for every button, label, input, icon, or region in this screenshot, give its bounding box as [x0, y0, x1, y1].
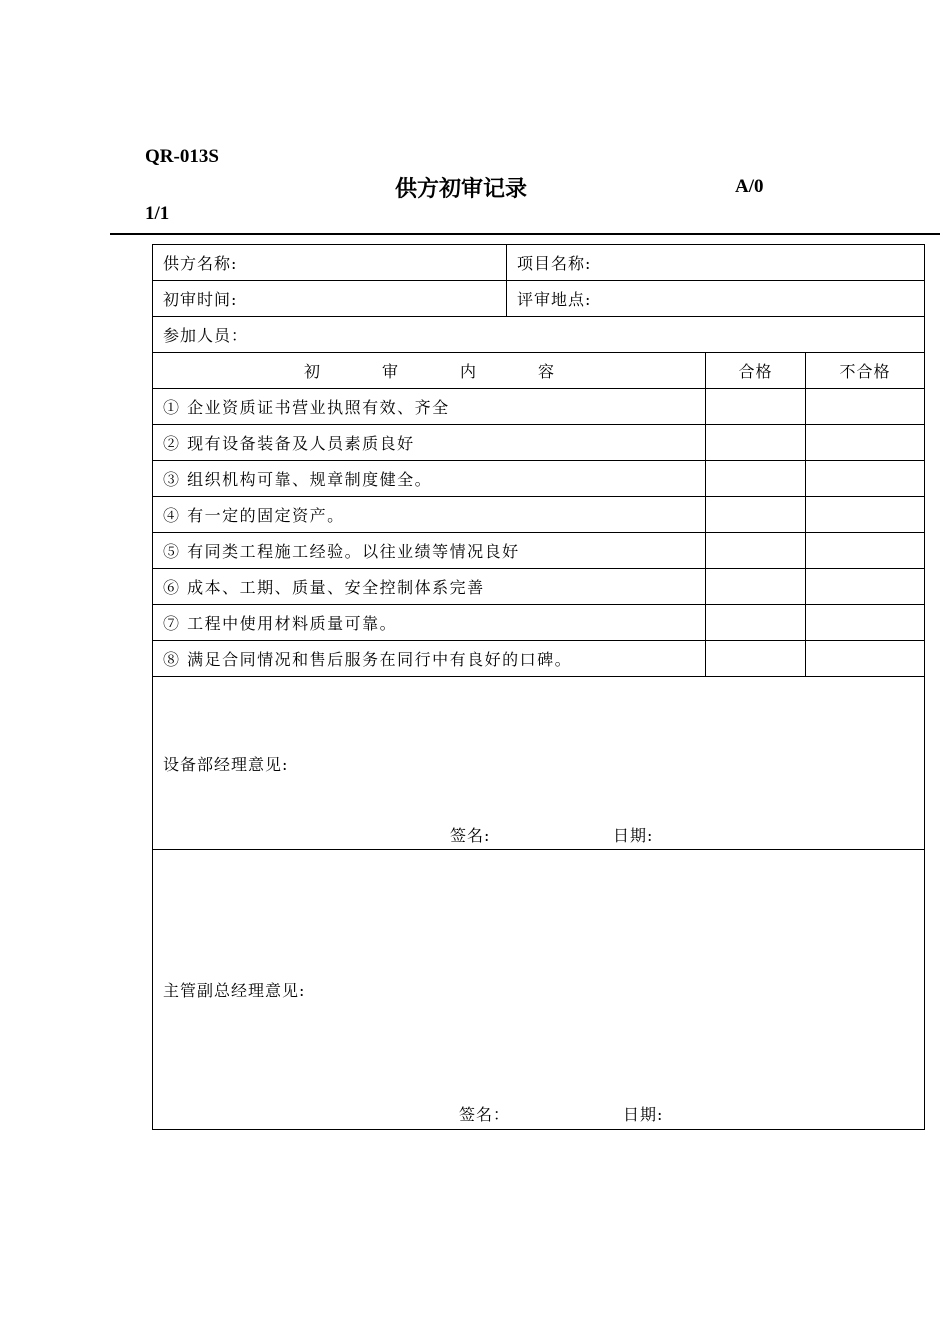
fail-cell[interactable] — [806, 605, 925, 641]
criteria-row — [153, 605, 925, 641]
pass-cell[interactable] — [706, 605, 806, 641]
criteria-item: ⑦ 工程中使用材料质量可靠。 — [153, 605, 706, 641]
fail-cell[interactable] — [806, 569, 925, 605]
criteria-item: ⑥ 成本、工期、质量、安全控制体系完善 — [153, 569, 706, 605]
content-header-char: 初 — [303, 362, 320, 381]
content-header-char: 容 — [537, 362, 554, 381]
fail-cell[interactable] — [806, 533, 925, 569]
page-number: 1/1 — [145, 203, 170, 224]
document-title: 供方初审记录 — [395, 177, 528, 202]
review-location-field[interactable]: 评审地点: — [507, 281, 925, 317]
pass-cell[interactable] — [706, 641, 806, 677]
content-header-char: 内 — [459, 362, 476, 381]
supplier-name-field[interactable]: 供方名称: — [153, 245, 507, 281]
criteria-item: ⑧ 满足合同情况和售后服务在同行中有良好的口碑。 — [153, 641, 706, 677]
criteria-item: ① 企业资质证书营业执照有效、齐全 — [153, 389, 706, 425]
document-code: QR-013S — [145, 146, 219, 167]
content-header-char: 审 — [381, 362, 398, 381]
project-name-field[interactable]: 项目名称: — [507, 245, 925, 281]
fail-cell[interactable] — [806, 497, 925, 533]
pass-cell[interactable] — [706, 425, 806, 461]
criteria-row — [153, 569, 925, 605]
fail-cell[interactable] — [806, 641, 925, 677]
equipment-manager-opinion-field[interactable] — [153, 677, 925, 850]
pass-header: 合格 — [706, 353, 806, 389]
pass-cell[interactable] — [706, 533, 806, 569]
deputy-gm-opinion-field[interactable] — [153, 850, 925, 1130]
time-location-row — [153, 281, 925, 317]
criteria-row — [153, 425, 925, 461]
pass-cell[interactable] — [706, 461, 806, 497]
criteria-row — [153, 461, 925, 497]
fail-cell[interactable] — [806, 425, 925, 461]
content-header — [153, 353, 706, 389]
participants-row — [153, 317, 925, 353]
criteria-row — [153, 533, 925, 569]
deputy-gm-signature-label: 签名： — [459, 1105, 511, 1124]
document-revision: A/0 — [735, 176, 764, 197]
supplier-row — [153, 245, 925, 281]
pass-cell[interactable] — [706, 569, 806, 605]
criteria-item: ⑤ 有同类工程施工经验。以往业绩等情况良好 — [153, 533, 706, 569]
equipment-manager-opinion-row — [153, 677, 925, 850]
criteria-header-row — [153, 353, 925, 389]
fail-cell[interactable] — [806, 389, 925, 425]
header-rule — [110, 233, 940, 235]
criteria-item: ④ 有一定的固定资产。 — [153, 497, 706, 533]
deputy-gm-opinion-label: 主管副总经理意见: — [163, 981, 306, 1000]
deputy-gm-date-label: 日期: — [623, 1105, 664, 1124]
pass-cell[interactable] — [706, 497, 806, 533]
equipment-manager-opinion-label: 设备部经理意见: — [163, 754, 289, 774]
review-form-table — [152, 244, 925, 1130]
fail-cell[interactable] — [806, 461, 925, 497]
criteria-row — [153, 641, 925, 677]
equipment-manager-signature-label: 签名: — [450, 826, 491, 845]
participants-field[interactable]: 参加人员： — [153, 317, 925, 353]
deputy-gm-opinion-row — [153, 850, 925, 1130]
criteria-row — [153, 497, 925, 533]
fail-header: 不合格 — [806, 353, 925, 389]
criteria-item: ② 现有设备装备及人员素质良好 — [153, 425, 706, 461]
equipment-manager-date-label: 日期: — [613, 826, 654, 845]
pass-cell[interactable] — [706, 389, 806, 425]
review-time-field[interactable]: 初审时间: — [153, 281, 507, 317]
criteria-item: ③ 组织机构可靠、规章制度健全。 — [153, 461, 706, 497]
criteria-row — [153, 389, 925, 425]
